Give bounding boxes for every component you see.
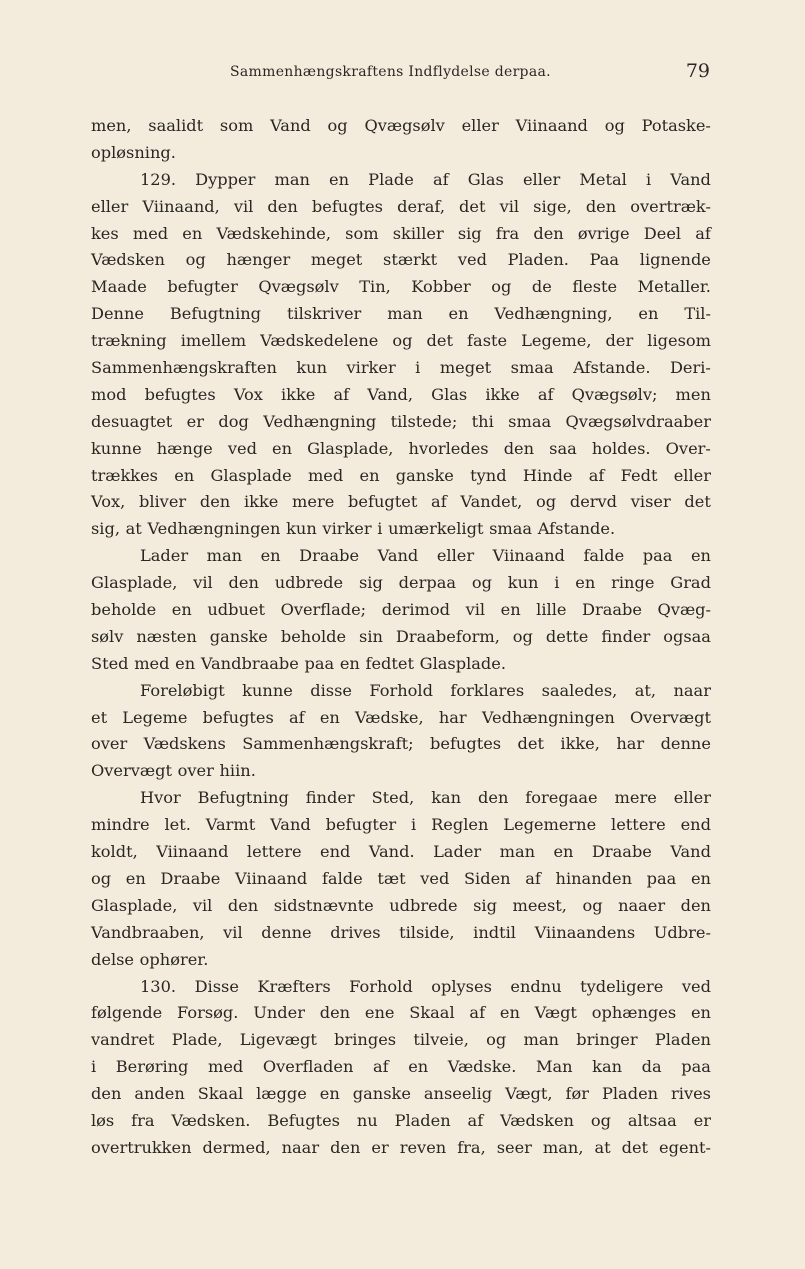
text-line: løs fra Vædsken. Befugtes nu Pladen af Vædsken og altsaa er	[91, 1110, 711, 1130]
text-line: Vandbraaben, vil denne drives tilside, indtil Viinaandens Udbre-	[91, 922, 711, 942]
text-line: eller Viinaand, vil den befugtes deraf, det vil sige, den overtræk-	[91, 196, 711, 216]
text-line: sig, at Vedhængningen kun virker i umærkeligt smaa Afstande.	[91, 519, 616, 539]
text-line: vandret Plade, Ligevægt bringes tilveie, og man bringer Pladen	[91, 1030, 711, 1050]
text-line: Foreløbigt kunne disse Forhold forklares saaledes, at, naar	[140, 680, 711, 700]
text-line: mindre let. Varmt Vand befugter i Reglen Legemerne lettere end	[91, 815, 711, 835]
body-text	[91, 113, 711, 1162]
page-header	[90, 60, 710, 86]
text-line: sølv næsten ganske beholde sin Draabeform, og dette finder ogsaa	[91, 626, 711, 646]
text-line: et Legeme befugtes af en Vædske, har Vedhængningen Overvægt	[91, 707, 711, 727]
text-line: over Vædskens Sammenhængskraft; befugtes det ikke, har denne	[91, 734, 711, 754]
text-line: overtrukken dermed, naar den er reven fra, seer man, at det egent-	[91, 1137, 711, 1157]
text-line: Lader man en Draabe Vand eller Viinaand falde paa en	[140, 546, 711, 566]
text-line: Sammenhængskraften kun virker i meget smaa Afstande. Deri-	[91, 358, 711, 378]
text-line: kes med en Vædskehinde, som skiller sig fra den øvrige Deel af	[91, 223, 711, 243]
text-line: Denne Befugtning tilskriver man en Vedhængning, en Til-	[91, 304, 711, 324]
text-line: delse ophører.	[91, 949, 209, 969]
text-line: trækning imellem Vædskedelene og det faste Legeme, der ligesom	[91, 331, 711, 351]
text-line: følgende Forsøg. Under den ene Skaal af en Vægt ophænges en	[91, 1003, 711, 1023]
text-line: Overvægt over hiin.	[91, 761, 256, 781]
text-line: 129. Dypper man en Plade af Glas eller Metal i Vand	[140, 169, 711, 189]
text-line: Maade befugter Qvægsølv Tin, Kobber og de fleste Metaller.	[91, 277, 711, 297]
text-line: Vædsken og hænger meget stærkt ved Pladen. Paa lignende	[91, 250, 711, 270]
text-line: Vox, bliver den ikke mere befugtet af Vandet, og dervd viser det	[91, 492, 711, 512]
running-title: Sammenhængskraftens Indflydelse derpaa.	[230, 64, 551, 80]
text-line: 130. Disse Kræfters Forhold oplyses endnu tydeligere ved	[140, 976, 711, 996]
text-line: beholde en udbuet Overflade; derimod vil en lille Draabe Qvæg-	[91, 600, 711, 620]
text-line: Glasplade, vil den udbrede sig derpaa og kun i en ringe Grad	[91, 573, 711, 593]
text-line: Sted med en Vandbraabe paa en fedtet Glasplade.	[91, 653, 507, 673]
text-line: og en Draabe Viinaand falde tæt ved Siden af hinanden paa en	[91, 868, 711, 888]
text-line: men, saalidt som Vand og Qvægsølv eller Viinaand og Potaske-	[91, 116, 711, 135]
text-line: i Berøring med Overfladen af en Vædske. Man kan da paa	[91, 1057, 711, 1077]
text-line: kunne hænge ved en Glasplade, hvorledes den saa holdes. Over-	[91, 438, 711, 458]
text-line: den anden Skaal lægge en ganske anseelig Vægt, før Pladen rives	[91, 1084, 711, 1104]
text-line: Glasplade, vil den sidstnævnte udbrede sig meest, og naaer den	[91, 895, 711, 915]
text-line: trækkes en Glasplade med en ganske tynd Hinde af Fedt eller	[91, 465, 711, 485]
page-number: 79	[685, 60, 710, 82]
text-line: opløsning.	[91, 142, 176, 162]
text-line: Hvor Befugtning finder Sted, kan den foregaae mere eller	[140, 788, 711, 808]
text-line: mod befugtes Vox ikke af Vand, Glas ikke af Qvægsølv; men	[91, 384, 711, 404]
text-line: koldt, Viinaand lettere end Vand. Lader man en Draabe Vand	[91, 842, 711, 862]
text-line: desuagtet er dog Vedhængning tilstede; thi smaa Qvægsølvdraaber	[91, 411, 711, 431]
